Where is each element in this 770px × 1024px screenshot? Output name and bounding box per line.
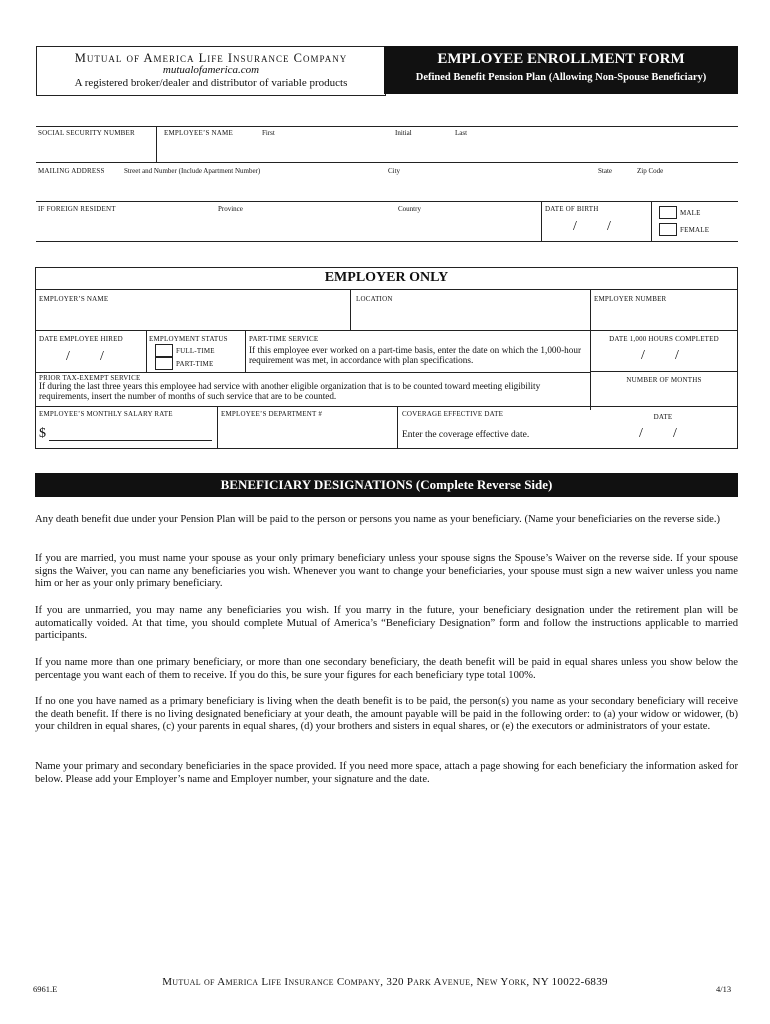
coverage-label: COVERAGE EFFECTIVE DATE (402, 410, 504, 418)
coverage-slash-1: / (639, 426, 643, 441)
gender-divider (651, 201, 652, 241)
employer-section (35, 267, 738, 449)
employment-status-label: EMPLOYMENT STATUS (149, 335, 228, 343)
ssn-label: SOCIAL SECURITY NUMBER (38, 129, 135, 137)
coverage-slash-2: / (673, 426, 677, 441)
salary-divider (217, 406, 218, 448)
date-1000-input[interactable] (601, 345, 727, 367)
dob-slash-2: / (607, 219, 611, 234)
beneficiary-paragraph-2: If you are married, you must name your spouse as your only primary beneficiary unless your spouse signs the Spouse’s Waiver on the reverse side. If your spouse signs the Waiver, you can name any beneficiaries you wish. Whenever you want to change your beneficiaries, your spouse must sign a new waiver unless you name him or her as your only primary beneficiary. (35, 553, 738, 590)
date-1000-label: DATE 1,000 HOURS COMPLETED (609, 335, 719, 343)
department-label: EMPLOYEE’S DEPARTMENT # (221, 410, 323, 418)
initial-label: Initial (395, 129, 412, 137)
tagline: A registered broker/dealer and distributor of variable products (74, 77, 348, 89)
prior-service-label: PRIOR TAX-EXEMPT SERVICE (39, 374, 141, 382)
beneficiary-paragraph-5: If no one you have named as a primary beneficiary is living when the death benefit is to be paid, the person(s) you name as your secondary beneficiary will receive the death benefit. If there is no living designated beneficiary at your death, the amount payable will be paid in the following order: to (a) your widow or widower, (b) your children in equal shares, (c) your parents in equal shares, (d) your brothers and sisters in equal shares, or (e) the executors or administrators of your estate. (35, 696, 738, 733)
part-time-service-text: If this employee ever worked on a part-time basis, enter the date on which the 1,000-hour requirement was met, in accordance with plan specifications. (249, 345, 581, 365)
hired-slash-2: / (100, 349, 104, 364)
hired-divider (146, 330, 147, 372)
country-label: Country (398, 205, 421, 213)
employer-title: EMPLOYER ONLY (324, 270, 449, 285)
ssn-divider (156, 126, 157, 162)
number-of-months-label: NUMBER OF MONTHS (626, 376, 702, 384)
coverage-date-input[interactable] (600, 423, 726, 445)
location-input[interactable] (354, 305, 587, 327)
date-1000-slash-1: / (641, 348, 645, 363)
department-input[interactable] (221, 421, 395, 443)
salary-label: EMPLOYEE’S MONTHLY SALARY RATE (39, 410, 173, 418)
coverage-text: Enter the coverage effective date. (402, 430, 530, 440)
dob-label: DATE OF BIRTH (545, 205, 599, 213)
female-checkbox[interactable] (659, 223, 677, 236)
prior-service-text: If during the last three years this employee had service with another eligible organization that is to be counted toward meeting eligibility requirements, insert the number of months of such service that are to be counted. (39, 381, 541, 401)
date-label: DATE (653, 413, 673, 421)
date-1000-slash-2: / (675, 348, 679, 363)
foreign-resident-label: IF FOREIGN RESIDENT (38, 205, 116, 213)
website: mutualofamerica.com (162, 64, 260, 76)
employer-name-input[interactable] (39, 305, 347, 327)
full-time-label: FULL-TIME (176, 347, 215, 355)
female-label: FEMALE (680, 226, 710, 234)
male-checkbox[interactable] (659, 206, 677, 219)
department-divider (397, 406, 398, 448)
form-title-box (384, 46, 738, 94)
employer-name-divider (350, 289, 351, 330)
employer-number-label: EMPLOYER NUMBER (594, 295, 667, 303)
employee-name-input[interactable] (160, 140, 736, 160)
mailing-address-label: MAILING ADDRESS (38, 167, 105, 175)
employer-row3-rule (36, 406, 737, 407)
number-of-months-input[interactable] (601, 386, 727, 406)
beneficiary-paragraph-1: Any death benefit due under your Pension Plan will be paid to the person or persons you name as your beneficiary. (Name your beneficiaries on the reverse side.) (35, 514, 721, 525)
full-time-checkbox[interactable] (155, 344, 173, 357)
foreign-address-input[interactable] (38, 216, 538, 238)
street-label: Street and Number (Include Apartment Number) (124, 167, 261, 175)
status-divider (245, 330, 246, 372)
employee-bottom-rule (36, 241, 738, 242)
beneficiary-paragraph-3: If you are unmarried, you may name any beneficiaries you wish. If you marry in the future, your beneficiary designation under the retirement plan will be automatically voided. At that time, you should complete Mutual of America’s “Beneficiary Designation” form and follow the instructions applicable to married participants. (35, 605, 738, 642)
part-time-label: PART-TIME (176, 360, 214, 368)
zip-label: Zip Code (637, 167, 664, 175)
form-number: 6961.E (33, 984, 58, 994)
dob-input[interactable] (545, 216, 645, 238)
beneficiary-banner (35, 473, 738, 497)
date-hired-label: DATE EMPLOYEE HIRED (39, 335, 123, 343)
beneficiary-paragraph-6: Name your primary and secondary beneficiaries in the space provided. If you need more space, attach a page showing for each beneficiary the information asked for below. Please add your Employer’s name and Employer number, your signature and the date. (35, 761, 738, 785)
employer-name-label: EMPLOYER’S NAME (39, 295, 109, 303)
dollar-sign: $ (39, 426, 46, 441)
date-1000-rule (591, 371, 737, 372)
location-divider (590, 289, 591, 330)
revision-date: 4/13 (716, 984, 732, 994)
last-name-label: Last (455, 129, 468, 137)
part-time-service-label: PART-TIME SERVICE (249, 335, 319, 343)
salary-input[interactable] (49, 425, 212, 441)
address-bottom-rule (36, 201, 738, 202)
employer-number-input[interactable] (594, 305, 734, 327)
footer-address: Mutual of America Life Insurance Company, 320 Park Avenue, New York, NY 10022-6839 (162, 976, 608, 988)
beneficiary-paragraph-4: If you name more than one primary beneficiary, or more than one secondary beneficiary, the death benefit will be paid in equal shares unless you show below the percentage you want each of them to receive. If you do this, be sure your figures for each beneficiary type total 100%. (35, 657, 738, 681)
employee-top-rule (36, 126, 738, 127)
employer-title-rule (36, 289, 737, 290)
dob-divider (541, 201, 542, 241)
date-hired-input[interactable] (39, 346, 143, 368)
city-label: City (388, 167, 401, 175)
dob-slash-1: / (573, 219, 577, 234)
hired-slash-1: / (66, 349, 70, 364)
header-logo-box (36, 46, 386, 96)
employer-row2-rule (36, 372, 590, 373)
name-bottom-rule (36, 162, 738, 163)
ssn-input[interactable] (38, 140, 153, 160)
mailing-address-input[interactable] (38, 178, 736, 198)
location-label: LOCATION (356, 295, 393, 303)
part-time-checkbox[interactable] (155, 357, 173, 370)
beneficiary-title: BENEFICIARY DESIGNATIONS (Complete Reverse Side) (220, 477, 553, 492)
form-title: EMPLOYEE ENROLLMENT FORM (437, 51, 685, 67)
company-name: Mutual of America Life Insurance Company (74, 51, 348, 65)
province-label: Province (218, 205, 243, 213)
form-subtitle: Defined Benefit Pension Plan (Allowing Non-Spouse Beneficiary) (415, 72, 707, 83)
employee-name-label: EMPLOYEE’S NAME (164, 129, 233, 137)
date-1000-box (590, 330, 737, 410)
state-label: State (598, 167, 612, 175)
male-label: MALE (680, 209, 701, 217)
first-name-label: First (262, 129, 275, 137)
